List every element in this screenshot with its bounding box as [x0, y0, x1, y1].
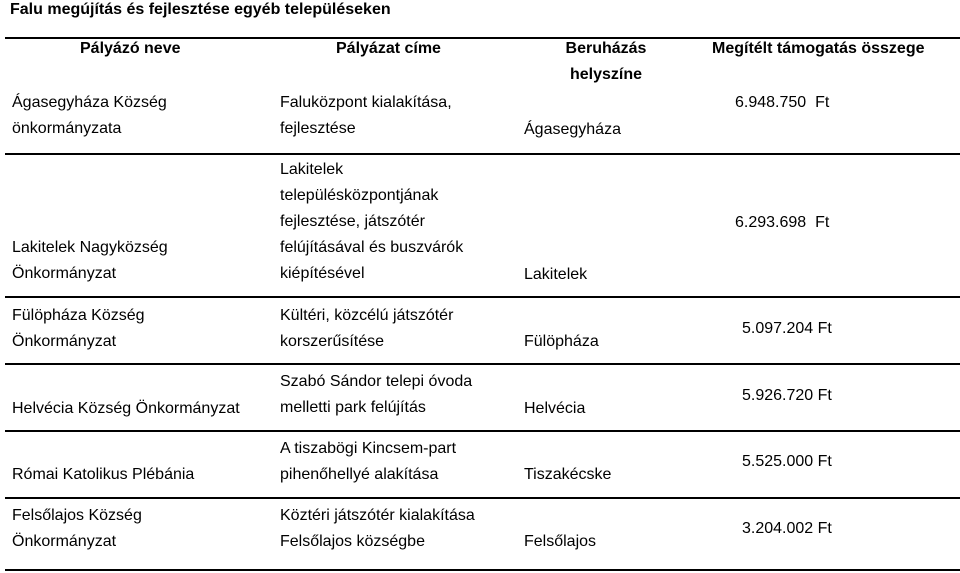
table-row-4-project	[280, 369, 472, 421]
header-amount: Megítélt támogatás összege	[712, 40, 925, 57]
applicant-line: Önkormányzat	[12, 333, 117, 350]
table-row-3-location: Fülöpháza	[524, 333, 599, 350]
applicant-line: Ágasegyháza Község	[12, 94, 167, 111]
project-line: Faluközpont kialakítása,	[280, 94, 452, 111]
table-row-2-location: Lakitelek	[524, 266, 588, 283]
project-line: Kültéri, közcélú játszótér	[280, 307, 454, 324]
applicant-line: Önkormányzat	[12, 533, 117, 550]
project-line: Szabó Sándor telepi óvoda	[280, 373, 473, 390]
applicant-line: Felsőlajos Község	[12, 507, 142, 524]
project-line: településközpontjának	[280, 187, 439, 204]
header-location	[546, 36, 666, 88]
rule-row-3	[5, 363, 960, 365]
table-row-3-amount: 5.097.204 Ft	[742, 320, 832, 337]
table-row-5-amount: 5.525.000 Ft	[742, 453, 832, 470]
rule-bottom	[5, 569, 960, 571]
applicant-line: Önkormányzat	[12, 265, 117, 282]
project-line: felújításával és buszvárók	[280, 239, 464, 256]
table-row-6-location: Felsőlajos	[524, 533, 597, 550]
table-row-1-amount: 6.948.750 Ft	[735, 94, 830, 111]
applicant-line: önkormányzata	[12, 120, 122, 137]
rule-row-1	[5, 153, 960, 155]
project-line: A tiszabögi Kincsem-part	[280, 440, 457, 457]
rule-row-2	[5, 296, 960, 298]
table-row-4-location: Helvécia	[524, 400, 586, 417]
project-line: korszerűsítése	[280, 333, 385, 350]
table-row-2-project	[280, 157, 463, 287]
project-line: fejlesztése, játszótér	[280, 213, 425, 230]
table-row-1-location: Ágasegyháza	[524, 121, 621, 138]
header-location-line2: helyszíne	[569, 66, 643, 83]
table-row-4-amount: 5.926.720 Ft	[742, 387, 832, 404]
project-line: fejlesztése	[280, 120, 356, 137]
table-row-5-project	[280, 436, 456, 488]
applicant-line: Lakitelek Nagyközség	[12, 239, 168, 256]
table-row-2-amount: 6.293.698 Ft	[735, 214, 830, 231]
table-row-3-applicant	[12, 303, 145, 355]
project-line: kiépítésével	[280, 265, 365, 282]
page-title: Falu megújítás és fejlesztése egyéb településeken	[10, 1, 391, 18]
table-row-1-applicant	[12, 90, 167, 142]
table-row-6-applicant	[12, 503, 142, 555]
rule-row-5	[5, 497, 960, 499]
table-row-6-project	[280, 503, 475, 555]
project-line: Lakitelek	[280, 161, 344, 178]
table-row-6-amount: 3.204.002 Ft	[742, 520, 832, 537]
table-row-5-location: Tiszakécske	[524, 466, 612, 483]
header-project: Pályázat címe	[336, 40, 441, 57]
project-line: Felsőlajos községbe	[280, 533, 425, 550]
table-row-3-project	[280, 303, 453, 355]
project-line: Köztéri játszótér kialakítása	[280, 507, 475, 524]
applicant-line: Fülöpháza Község	[12, 307, 145, 324]
table-row-1-project	[280, 90, 452, 142]
project-line: pihenőhellyé alakítása	[280, 466, 439, 483]
rule-row-4	[5, 430, 960, 432]
project-line: melletti park felújítás	[280, 399, 426, 416]
table-row-5-applicant: Római Katolikus Plébánia	[12, 466, 195, 483]
table-row-4-applicant: Helvécia Község Önkormányzat	[12, 400, 240, 417]
header-location-line1: Beruházás	[565, 40, 647, 57]
header-applicant: Pályázó neve	[80, 40, 181, 57]
table-row-2-applicant	[12, 235, 168, 287]
